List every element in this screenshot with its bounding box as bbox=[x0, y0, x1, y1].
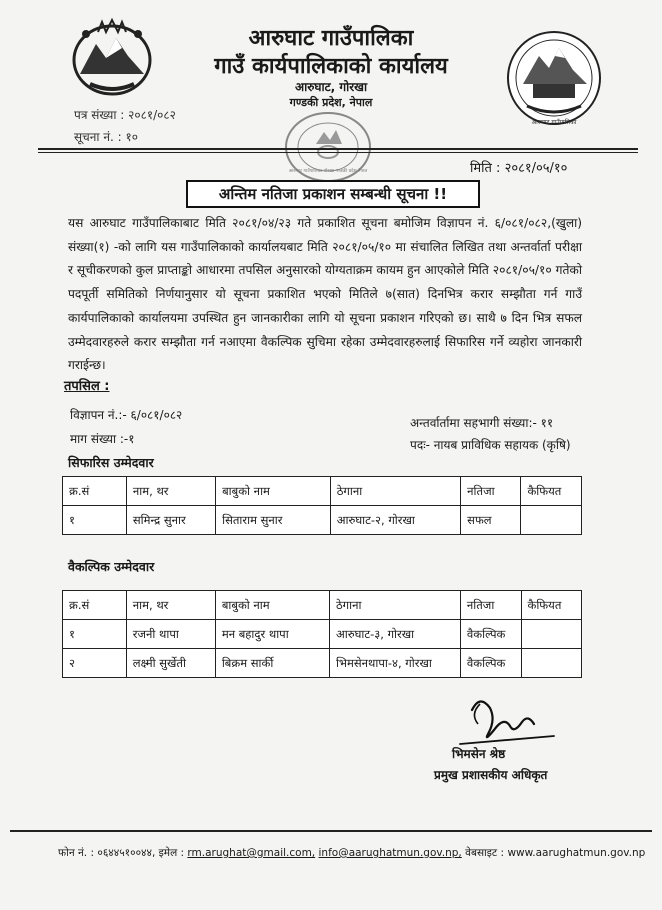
table-header-cell: नतिजा bbox=[461, 477, 521, 506]
footer-website-label: वेबसाइट : bbox=[465, 847, 505, 859]
table-header-cell: कैफियत bbox=[521, 477, 582, 506]
details-heading: तपसिल : bbox=[64, 379, 110, 394]
table-cell: लक्ष्मी सुर्खेती bbox=[126, 649, 215, 678]
office-name: आरुघाट गाउँपालिका bbox=[248, 26, 414, 51]
office-address: आरुघाट, गोरखा bbox=[294, 80, 368, 94]
table-cell: रजनी थापा bbox=[126, 620, 215, 649]
table-cell: वैकल्पिक bbox=[460, 649, 521, 678]
footer-email-1[interactable]: rm.arughat@gmail.com, bbox=[187, 847, 316, 859]
table-cell: भिमसेनथापा-४, गोरखा bbox=[329, 649, 460, 678]
office-stamp-icon bbox=[282, 108, 374, 186]
interview-count: अन्तर्वार्तामा सहभागी संख्या:- ११ bbox=[410, 416, 554, 430]
header-divider-thin bbox=[38, 152, 638, 153]
table-header-cell: ठेगाना bbox=[330, 477, 460, 506]
table-header-cell: नाम, थर bbox=[126, 591, 215, 620]
table-cell bbox=[521, 620, 582, 649]
table-header-row bbox=[63, 477, 582, 506]
demand-count: माग संख्या :-१ bbox=[70, 432, 135, 446]
table-header-cell: बाबुको नाम bbox=[216, 477, 331, 506]
recommended-title: सिफारिस उम्मेदवार bbox=[68, 455, 154, 470]
table-cell: सिताराम सुनार bbox=[216, 506, 331, 535]
advert-number: विज्ञापन नं.:- ६/०८१/०८२ bbox=[70, 408, 183, 422]
notice-body: यस आरुघाट गाउँपालिकाबाट मिति २०८१/०४/२३ गते प्रकाशित सूचना बमोजिम विज्ञापन नं. ६/०८१/०८२,(खुला) संख्या(१) -को लागि यस गाउँपालिकाको कार्यालयबाट मिति २०८१/०५/१० मा संचालित लिखित तथा अन्तर्वार्ता परीक्षा र सूचीकरणको कुल प्राप्ताङ्को आधारमा तपसिल अनुसारको योग्यताक्रम कायम हुन आएकोले मिति २०८१/०५/१० गतेको पदपूर्ती समितिको निर्णयानुसार यो सूचना प्रकाशित भएको मितिले ७(सात) दिनभित्र करार सम्झौता गर्न गाउँ कार्यपालिकाको कार्यालयमा उपस्थित हुन जानकारीका लागि यो सूचना प्रकाशन गरिएको छ। साथै ७ दिन भित्र सफल उम्मेदवारहरुले करार सम्झौता गर्न नआएमा वैकल्पिक सुचिमा रहेका उम्मेदवारहरुलाई सिफारिस गर्ने व्यहोरा जानकारी गराईन्छ। bbox=[68, 216, 582, 373]
footer-email-2[interactable]: info@aarughatmun.gov.np, bbox=[318, 847, 462, 859]
signature-icon bbox=[450, 690, 560, 750]
table-header-cell: क्र.सं bbox=[63, 477, 127, 506]
header-divider bbox=[38, 148, 638, 150]
office-subtitle: गाउँ कार्यपालिकाको कार्यालय bbox=[214, 54, 448, 79]
office-stamp-text: आरुघाट गाउँपालिका गोरखा गण्डकी प्रदेश नेपाल bbox=[288, 169, 368, 174]
office-province: गण्डकी प्रदेश, नेपाल bbox=[289, 96, 373, 109]
table-header-cell: कैफियत bbox=[521, 591, 582, 620]
table-row bbox=[63, 506, 582, 535]
table-cell: बिक्रम सार्की bbox=[215, 649, 329, 678]
letter-number: पत्र संख्या : २०८१/०८२ bbox=[74, 108, 176, 122]
alternate-title: वैकल्पिक उम्मेदवार bbox=[68, 559, 155, 574]
notice-date: मिति : २०८१/०५/१० bbox=[470, 161, 568, 176]
table-cell: १ bbox=[63, 506, 127, 535]
notice-number: सूचना नं. : १० bbox=[74, 130, 138, 144]
table-cell: आरुघाट-३, गोरखा bbox=[329, 620, 460, 649]
signatory-name: भिमसेन श्रेष्ठ bbox=[452, 747, 506, 761]
table-header-cell: बाबुको नाम bbox=[215, 591, 329, 620]
table-cell: आरुघाट-२, गोरखा bbox=[330, 506, 460, 535]
recommended-table bbox=[62, 476, 582, 535]
table-cell: मन बहादुर थापा bbox=[215, 620, 329, 649]
table-cell bbox=[521, 506, 582, 535]
municipality-logo-text: आरुघाट गाउँपालिका bbox=[531, 119, 577, 126]
alternate-table bbox=[62, 590, 582, 678]
table-cell: २ bbox=[63, 649, 127, 678]
table-header-cell: क्र.सं bbox=[63, 591, 127, 620]
table-row bbox=[63, 620, 582, 649]
footer-divider bbox=[10, 830, 652, 832]
table-cell: समिन्द्र सुनार bbox=[126, 506, 215, 535]
table-cell: सफल bbox=[461, 506, 521, 535]
notice-title: अन्तिम नतिजा प्रकाशन सम्बन्धी सूचना !! bbox=[186, 180, 480, 208]
table-cell: १ bbox=[63, 620, 127, 649]
table-header-cell: नतिजा bbox=[460, 591, 521, 620]
table-header-row bbox=[63, 591, 582, 620]
table-cell bbox=[521, 649, 582, 678]
footer-contact bbox=[58, 846, 645, 860]
footer-website[interactable]: www.aarughatmun.gov.np bbox=[507, 847, 646, 859]
table-cell: वैकल्पिक bbox=[460, 620, 521, 649]
signatory-title: प्रमुख प्रशासकीय अधिकृत bbox=[434, 768, 548, 782]
table-header-cell: ठेगाना bbox=[329, 591, 460, 620]
footer-phone: फोन नं. : ०६४४५१००४४, इमेल : bbox=[58, 847, 185, 859]
table-row bbox=[63, 649, 582, 678]
table-header-cell: नाम, थर bbox=[126, 477, 215, 506]
post-name: पदः- नायब प्राविधिक सहायक (कृषि) bbox=[410, 438, 571, 452]
